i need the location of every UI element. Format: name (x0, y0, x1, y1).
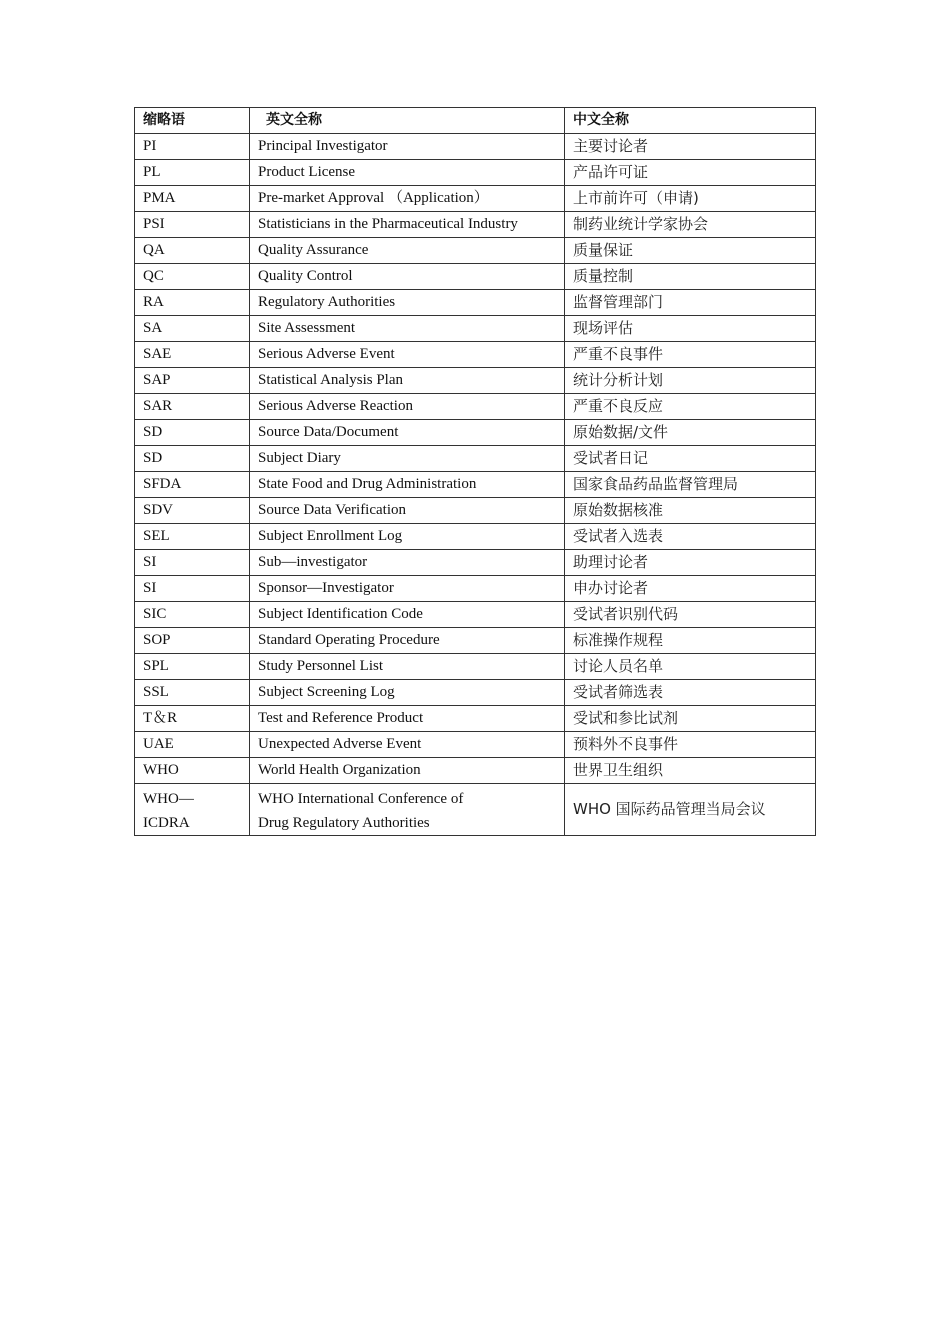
table-row (135, 524, 816, 550)
abbreviation-cell: SA (135, 316, 250, 342)
abbreviation-cell: PI (135, 134, 250, 160)
table-row (135, 290, 816, 316)
chinese-name-cell: 受试者入选表 (565, 524, 816, 550)
english-name-cell: Statisticians in the Pharmaceutical Industry (250, 212, 565, 238)
abbreviation-cell: RA (135, 290, 250, 316)
abbreviation-cell: SI (135, 576, 250, 602)
abbreviation-line-2: ICDRA (143, 815, 190, 831)
table-row (135, 550, 816, 576)
table-row (135, 420, 816, 446)
english-name-cell: Serious Adverse Reaction (250, 394, 565, 420)
chinese-name-cell: 申办讨论者 (565, 576, 816, 602)
abbreviation-cell: SAR (135, 394, 250, 420)
table-row (135, 238, 816, 264)
english-name-cell: Quality Assurance (250, 238, 565, 264)
table-row (135, 264, 816, 290)
chinese-name-cell: 上市前许可（申请) (565, 186, 816, 212)
table-row (135, 706, 816, 732)
chinese-name-cell: 助理讨论者 (565, 550, 816, 576)
table-row (135, 628, 816, 654)
abbreviation-cell: WHO (135, 758, 250, 784)
english-name-cell: Study Personnel List (250, 654, 565, 680)
chinese-name-cell: 标准操作规程 (565, 628, 816, 654)
english-name-cell: Product License (250, 160, 565, 186)
table-row (135, 394, 816, 420)
english-name-cell: Test and Reference Product (250, 706, 565, 732)
abbreviation-cell: QA (135, 238, 250, 264)
table-body (135, 134, 816, 836)
english-name-cell: Unexpected Adverse Event (250, 732, 565, 758)
english-name-cell: Standard Operating Procedure (250, 628, 565, 654)
chinese-name-cell: 受试者识别代码 (565, 602, 816, 628)
abbreviation-cell: PSI (135, 212, 250, 238)
table-row (135, 472, 816, 498)
chinese-name-cell: 预料外不良事件 (565, 732, 816, 758)
english-name-cell: Principal Investigator (250, 134, 565, 160)
english-name-cell: Subject Identification Code (250, 602, 565, 628)
table-row (135, 342, 816, 368)
chinese-name-cell: 主要讨论者 (565, 134, 816, 160)
table-row (135, 680, 816, 706)
english-name-cell: Sponsor—Investigator (250, 576, 565, 602)
abbreviation-line-1: WHO— (143, 791, 194, 807)
chinese-name-cell: 受试和参比试剂 (565, 706, 816, 732)
chinese-name-cell: 严重不良反应 (565, 394, 816, 420)
english-name-cell: Quality Control (250, 264, 565, 290)
english-name-cell: Subject Diary (250, 446, 565, 472)
table-row (135, 186, 816, 212)
english-name-cell: Subject Screening Log (250, 680, 565, 706)
chinese-name-cell: 严重不良事件 (565, 342, 816, 368)
chinese-name-cell: 制药业统计学家协会 (565, 212, 816, 238)
abbreviation-cell: SSL (135, 680, 250, 706)
english-name-cell: State Food and Drug Administration (250, 472, 565, 498)
chinese-name-cell: 受试者筛选表 (565, 680, 816, 706)
table-row (135, 368, 816, 394)
english-name-cell: Regulatory Authorities (250, 290, 565, 316)
chinese-name-cell: 讨论人员名单 (565, 654, 816, 680)
table-header-row (135, 108, 816, 134)
chinese-name-cell: 原始数据核准 (565, 498, 816, 524)
table-row (135, 316, 816, 342)
table-row (135, 446, 816, 472)
chinese-name-cell: 国家食品药品监督管理局 (565, 472, 816, 498)
table-row (135, 576, 816, 602)
chinese-name-cell: 原始数据/文件 (565, 420, 816, 446)
english-name-cell: Serious Adverse Event (250, 342, 565, 368)
abbreviation-cell: SFDA (135, 472, 250, 498)
table-row (135, 602, 816, 628)
table-row (135, 160, 816, 186)
abbreviation-cell: SI (135, 550, 250, 576)
english-name-cell: Source Data/Document (250, 420, 565, 446)
abbreviation-cell: SOP (135, 628, 250, 654)
table-row (135, 758, 816, 784)
abbreviation-cell: SAE (135, 342, 250, 368)
abbreviation-cell: UAE (135, 732, 250, 758)
english-name-cell: Subject Enrollment Log (250, 524, 565, 550)
english-name-cell: Statistical Analysis Plan (250, 368, 565, 394)
table-row (135, 134, 816, 160)
header-abbreviation: 缩略语 (135, 108, 250, 134)
chinese-name-cell: 质量控制 (565, 264, 816, 290)
chinese-name-cell: WHO 国际药品管理当局会议 (565, 784, 816, 836)
abbreviation-cell (135, 784, 250, 836)
abbreviation-cell: SD (135, 446, 250, 472)
header-english-name: 英文全称 (250, 108, 565, 134)
abbreviation-cell: SPL (135, 654, 250, 680)
abbreviation-cell: SD (135, 420, 250, 446)
english-name-cell: Site Assessment (250, 316, 565, 342)
abbreviation-table (134, 107, 816, 836)
chinese-name-cell: 产品许可证 (565, 160, 816, 186)
abbreviation-cell: SAP (135, 368, 250, 394)
header-chinese-name: 中文全称 (565, 108, 816, 134)
chinese-name-cell: 现场评估 (565, 316, 816, 342)
abbreviation-cell: PL (135, 160, 250, 186)
english-name-cell (250, 784, 565, 836)
english-name-line-2: Drug Regulatory Authorities (258, 815, 430, 831)
table-row (135, 212, 816, 238)
table-row (135, 654, 816, 680)
abbreviation-cell: SEL (135, 524, 250, 550)
table-row (135, 498, 816, 524)
english-name-line-1: WHO International Conference of (258, 791, 464, 807)
abbreviation-cell: SDV (135, 498, 250, 524)
chinese-name-cell: 监督管理部门 (565, 290, 816, 316)
chinese-name-cell: 质量保证 (565, 238, 816, 264)
english-name-cell: Source Data Verification (250, 498, 565, 524)
abbreviation-cell: PMA (135, 186, 250, 212)
english-name-cell: Pre-market Approval （Application） (250, 186, 565, 212)
abbreviation-cell: T＆R (135, 706, 250, 732)
abbreviation-cell: SIC (135, 602, 250, 628)
chinese-name-cell: 世界卫生组织 (565, 758, 816, 784)
table-row (135, 784, 816, 836)
chinese-name-cell: 统计分析计划 (565, 368, 816, 394)
abbreviation-cell: QC (135, 264, 250, 290)
chinese-name-cell: 受试者日记 (565, 446, 816, 472)
english-name-cell: World Health Organization (250, 758, 565, 784)
table-row (135, 732, 816, 758)
english-name-cell: Sub—investigator (250, 550, 565, 576)
